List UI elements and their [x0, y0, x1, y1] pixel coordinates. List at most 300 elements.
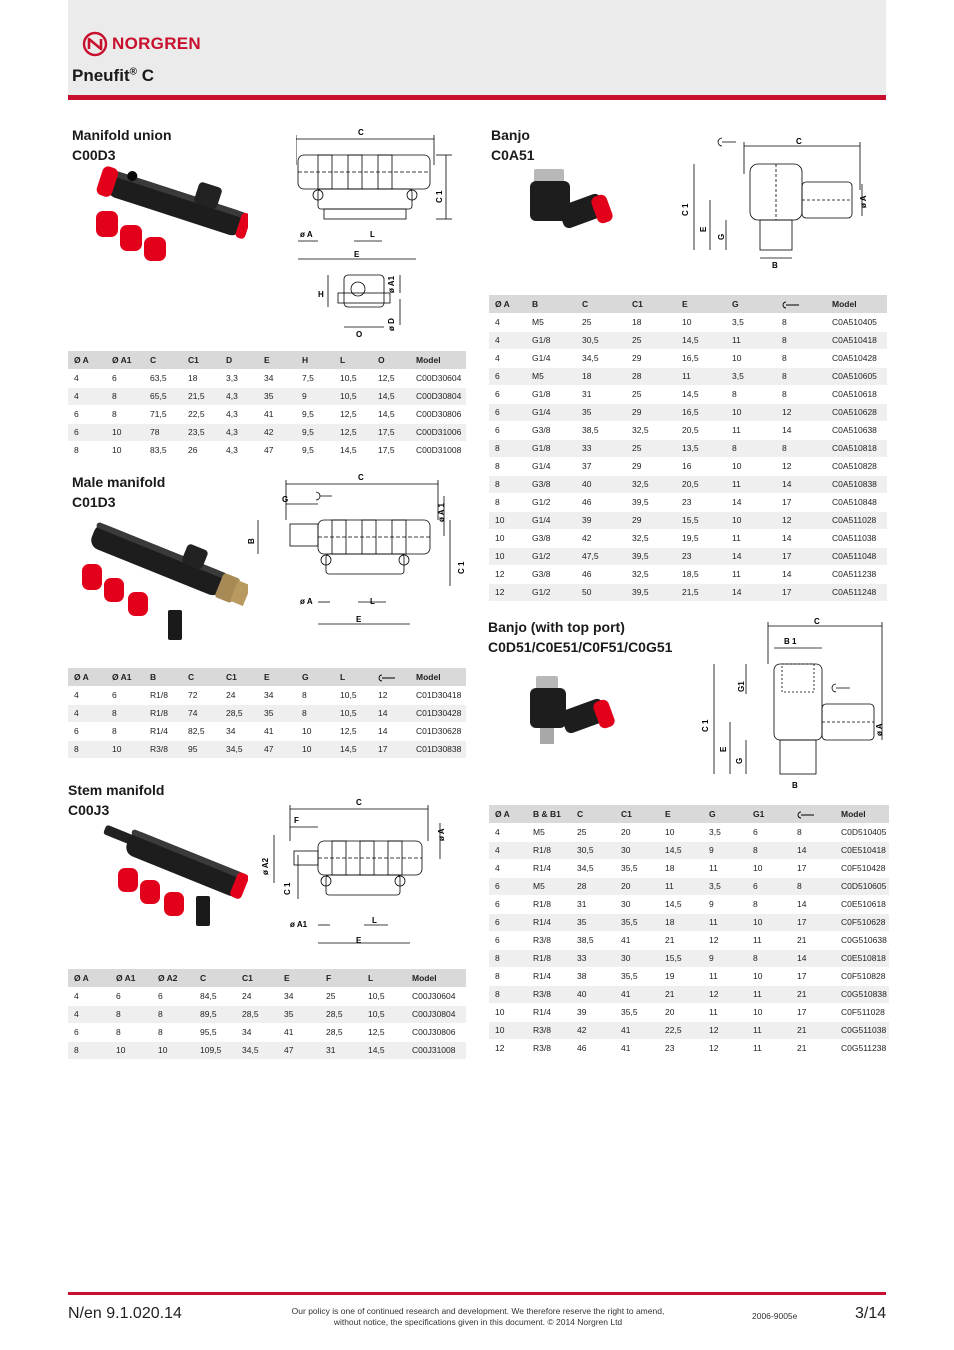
- table-cell: 10: [489, 511, 526, 529]
- table-cell: 8: [776, 385, 826, 403]
- table-cell: 8: [791, 823, 835, 841]
- table-cell: 10: [747, 967, 791, 985]
- table-cell: 15,5: [676, 511, 726, 529]
- table-cell: 20: [659, 1003, 703, 1021]
- table-cell: C0A511248: [826, 583, 887, 601]
- table-cell: 28,5: [236, 1005, 278, 1023]
- table-cell: 34: [236, 1023, 278, 1041]
- table-cell: 84,5: [194, 987, 236, 1005]
- table-cell: 83,5: [144, 441, 182, 459]
- table-cell: C0A510848: [826, 493, 887, 511]
- table-cell: 10: [296, 722, 334, 740]
- table-row: [489, 913, 889, 931]
- section-title-stem-manifold: Stem manifold C00J3: [68, 782, 165, 818]
- table-cell: 21: [659, 985, 703, 1003]
- table-cell: 21: [791, 985, 835, 1003]
- table-cell: 25: [626, 439, 676, 457]
- section-title-banjo-top-port: Banjo (with top port) C0D51/C0E51/C0F51/C0G51: [488, 619, 673, 655]
- table-cell: 35: [258, 387, 296, 405]
- table-cell: 8: [106, 722, 144, 740]
- wrench-size-header: [372, 668, 410, 686]
- table-cell: 8: [68, 1041, 110, 1059]
- table-cell: 89,5: [194, 1005, 236, 1023]
- table-cell: 8: [747, 895, 791, 913]
- table-cell: 8: [489, 967, 527, 985]
- table-cell: 17: [776, 493, 826, 511]
- table-cell: C0F510828: [835, 967, 889, 985]
- table-cell: C00D30806: [410, 405, 466, 423]
- table-row: [489, 403, 887, 421]
- table-row: [489, 331, 887, 349]
- table-cell: 25: [626, 331, 676, 349]
- male-manifold-table-body: [68, 686, 466, 758]
- table-cell: 4: [68, 387, 106, 405]
- table-cell: C0A510618: [826, 385, 887, 403]
- table-cell: 95,5: [194, 1023, 236, 1041]
- table-cell: 35: [278, 1005, 320, 1023]
- svg-text:G: G: [717, 233, 726, 240]
- table-cell: C0G510638: [835, 931, 889, 949]
- table-cell: 4,3: [220, 423, 258, 441]
- table-cell: 12,5: [334, 722, 372, 740]
- banjo-top-port-drawing: [696, 614, 890, 792]
- svg-text:F: F: [294, 816, 299, 825]
- table-cell: 8: [776, 439, 826, 457]
- manifold-union-table-body: [68, 369, 466, 459]
- table-cell: 63,5: [144, 369, 182, 387]
- svg-text:G: G: [282, 495, 289, 504]
- table-cell: 35,5: [615, 967, 659, 985]
- table-cell: 21: [791, 1021, 835, 1039]
- table-cell: 10: [726, 511, 776, 529]
- svg-text:E: E: [699, 226, 708, 232]
- table-cell: 41: [258, 405, 296, 423]
- table-row: [68, 987, 466, 1005]
- table-cell: 11: [747, 931, 791, 949]
- table-cell: G3/8: [526, 565, 576, 583]
- table-cell: 12: [776, 511, 826, 529]
- table-cell: 17,5: [372, 423, 410, 441]
- table-cell: R1/8: [144, 686, 182, 704]
- banjo-drawing: [676, 130, 876, 276]
- table-cell: 11: [659, 877, 703, 895]
- table-cell: C0A510428: [826, 349, 887, 367]
- table-cell: 14: [776, 421, 826, 439]
- svg-text:ø A1: ø A1: [387, 275, 396, 293]
- svg-text:C 1: C 1: [283, 882, 292, 895]
- table-cell: 12: [372, 686, 410, 704]
- table-cell: C01D30838: [410, 740, 466, 758]
- table-cell: 14: [791, 949, 835, 967]
- table-cell: R3/8: [144, 740, 182, 758]
- table-cell: 72: [182, 686, 220, 704]
- table-cell: C00J30604: [406, 987, 466, 1005]
- male-manifold-photo: [76, 520, 248, 644]
- manifold-union-photo: [88, 165, 248, 265]
- banjo-photo: [524, 165, 624, 249]
- svg-text:B 1: B 1: [784, 637, 797, 646]
- banjo-table-body: [489, 313, 887, 601]
- table-cell: R1/4: [527, 1003, 571, 1021]
- table-cell: 25: [626, 385, 676, 403]
- table-cell: 35,5: [615, 1003, 659, 1021]
- table-cell: 8: [776, 349, 826, 367]
- table-row: [489, 457, 887, 475]
- table-cell: 10,5: [362, 987, 406, 1005]
- table-row: [489, 967, 889, 985]
- table-cell: 41: [258, 722, 296, 740]
- table-cell: 12,5: [372, 369, 410, 387]
- table-row: [489, 547, 887, 565]
- table-cell: 12: [489, 565, 526, 583]
- table-row: [489, 1021, 889, 1039]
- table-cell: 41: [615, 1039, 659, 1057]
- table-row: [68, 740, 466, 758]
- table-cell: 42: [576, 529, 626, 547]
- table-cell: 30: [615, 841, 659, 859]
- table-cell: 32,5: [626, 529, 676, 547]
- table-cell: R3/8: [527, 1021, 571, 1039]
- table-cell: 8: [152, 1023, 194, 1041]
- table-cell: 14,5: [334, 441, 372, 459]
- table-cell: 16,5: [676, 403, 726, 421]
- table-cell: 8: [747, 949, 791, 967]
- svg-text:C: C: [358, 128, 364, 137]
- table-cell: 8: [726, 439, 776, 457]
- table-cell: G1/8: [526, 331, 576, 349]
- svg-text:B: B: [772, 261, 778, 270]
- table-cell: C00D31006: [410, 423, 466, 441]
- table-cell: 12: [489, 1039, 527, 1057]
- table-cell: G1/2: [526, 583, 576, 601]
- table-cell: 10: [489, 1003, 527, 1021]
- wrench-icon: [718, 138, 736, 146]
- table-cell: 32,5: [626, 475, 676, 493]
- table-cell: 3,5: [703, 877, 747, 895]
- table-cell: 8: [68, 441, 106, 459]
- table-cell: 18,5: [676, 565, 726, 583]
- table-cell: R1/4: [527, 913, 571, 931]
- table-cell: 6: [68, 405, 106, 423]
- table-cell: 6: [489, 895, 527, 913]
- table-cell: 28,5: [320, 1005, 362, 1023]
- footer-doc-number: 2006-9005e: [752, 1311, 798, 1321]
- table-cell: 8: [106, 387, 144, 405]
- table-cell: 14: [372, 704, 410, 722]
- table-cell: 30: [615, 949, 659, 967]
- table-cell: 4: [68, 369, 106, 387]
- table-cell: 10: [106, 740, 144, 758]
- svg-text:ø A2: ø A2: [261, 857, 270, 875]
- table-cell: C0A510828: [826, 457, 887, 475]
- table-cell: 8: [106, 405, 144, 423]
- table-row: [489, 583, 887, 601]
- table-cell: 8: [296, 704, 334, 722]
- table-row: [489, 949, 889, 967]
- table-cell: 34: [278, 987, 320, 1005]
- table-cell: 34: [258, 686, 296, 704]
- table-cell: 109,5: [194, 1041, 236, 1059]
- table-cell: 42: [258, 423, 296, 441]
- table-cell: 10: [489, 1021, 527, 1039]
- table-cell: 4,3: [220, 441, 258, 459]
- table-cell: 11: [747, 1021, 791, 1039]
- table-cell: 39,5: [626, 493, 676, 511]
- table-cell: 10: [726, 403, 776, 421]
- table-cell: 14: [776, 565, 826, 583]
- table-cell: 4: [68, 704, 106, 722]
- banjo-top-port-table: [489, 805, 889, 1058]
- table-cell: 9,5: [296, 423, 334, 441]
- table-cell: 29: [626, 349, 676, 367]
- table-cell: 17: [791, 913, 835, 931]
- footer-accent-rule: [68, 1292, 886, 1295]
- table-cell: 11: [747, 985, 791, 1003]
- table-cell: 14,5: [372, 405, 410, 423]
- table-row: [489, 511, 887, 529]
- table-cell: G1/4: [526, 511, 576, 529]
- table-cell: 32,5: [626, 421, 676, 439]
- table-cell: 10,5: [334, 704, 372, 722]
- table-cell: 34,5: [571, 859, 615, 877]
- table-cell: 10,5: [334, 369, 372, 387]
- table-cell: 6: [68, 1023, 110, 1041]
- table-cell: 12: [703, 985, 747, 1003]
- table-cell: 12: [703, 1039, 747, 1057]
- svg-text:C: C: [358, 473, 364, 482]
- svg-text:ø D: ø D: [387, 318, 396, 331]
- table-row: [489, 349, 887, 367]
- table-cell: R1/4: [144, 722, 182, 740]
- table-cell: 12: [703, 931, 747, 949]
- table-cell: 9: [296, 387, 334, 405]
- table-cell: 14: [372, 722, 410, 740]
- table-cell: 11: [676, 367, 726, 385]
- manifold-union-table: [68, 351, 466, 460]
- wrench-icon: [832, 684, 850, 692]
- table-cell: 6: [106, 369, 144, 387]
- table-cell: 14: [791, 841, 835, 859]
- table-cell: 23,5: [182, 423, 220, 441]
- table-cell: 28,5: [220, 704, 258, 722]
- table-cell: 11: [726, 421, 776, 439]
- table-cell: 6: [110, 987, 152, 1005]
- table-cell: 29: [626, 403, 676, 421]
- table-row: [68, 1005, 466, 1023]
- table-cell: 6: [489, 877, 527, 895]
- table-cell: 35: [571, 913, 615, 931]
- table-cell: 23: [676, 493, 726, 511]
- svg-text:E: E: [354, 250, 360, 259]
- table-cell: M5: [526, 313, 576, 331]
- table-row: [68, 441, 466, 459]
- table-cell: 25: [576, 313, 626, 331]
- table-cell: C0D510605: [835, 877, 889, 895]
- stem-manifold-photo: [92, 820, 248, 932]
- wrench-size-header: [791, 805, 835, 823]
- table-cell: 32,5: [626, 565, 676, 583]
- table-row: [489, 439, 887, 457]
- table-cell: 9,5: [296, 405, 334, 423]
- table-cell: C0G511238: [835, 1039, 889, 1057]
- svg-text:E: E: [719, 746, 728, 752]
- table-cell: 11: [726, 565, 776, 583]
- table-cell: 34,5: [236, 1041, 278, 1059]
- table-cell: 10: [676, 313, 726, 331]
- table-cell: 17: [791, 859, 835, 877]
- stem-manifold-table-body: [68, 987, 466, 1059]
- table-cell: 18: [576, 367, 626, 385]
- table-row: [68, 405, 466, 423]
- table-cell: 10: [106, 441, 144, 459]
- table-row: [489, 565, 887, 583]
- table-cell: 31: [571, 895, 615, 913]
- table-cell: 10,5: [362, 1005, 406, 1023]
- table-header-row: Ø A Ø A1 B C C1 E G L Model: [68, 668, 466, 686]
- table-cell: 18: [182, 369, 220, 387]
- svg-text:B: B: [792, 781, 798, 790]
- table-cell: 3,3: [220, 369, 258, 387]
- table-row: [68, 722, 466, 740]
- table-cell: 22,5: [659, 1021, 703, 1039]
- table-row: [68, 423, 466, 441]
- table-cell: 35: [258, 704, 296, 722]
- table-cell: 24: [236, 987, 278, 1005]
- banjo-table: [489, 295, 887, 602]
- table-cell: 14,5: [659, 895, 703, 913]
- table-row: [68, 1041, 466, 1059]
- table-cell: R3/8: [527, 1039, 571, 1057]
- brand-name: NORGREN: [112, 34, 201, 53]
- manifold-union-drawing: [296, 125, 456, 343]
- table-cell: 46: [576, 565, 626, 583]
- table-cell: 34,5: [576, 349, 626, 367]
- table-cell: 28,5: [320, 1023, 362, 1041]
- table-cell: R3/8: [527, 985, 571, 1003]
- stem-manifold-drawing: [254, 795, 454, 951]
- table-cell: G1/8: [526, 385, 576, 403]
- table-cell: 39,5: [626, 547, 676, 565]
- table-cell: 95: [182, 740, 220, 758]
- table-cell: 14,5: [372, 387, 410, 405]
- table-cell: 4,3: [220, 387, 258, 405]
- table-cell: 15,5: [659, 949, 703, 967]
- table-cell: 6: [489, 403, 526, 421]
- section-title-manifold-union: Manifold union C00D3: [72, 127, 172, 163]
- table-cell: 8: [747, 841, 791, 859]
- table-cell: G1/8: [526, 439, 576, 457]
- table-cell: 4: [489, 823, 527, 841]
- table-cell: 11: [747, 1039, 791, 1057]
- table-cell: 21,5: [182, 387, 220, 405]
- table-cell: 21: [659, 931, 703, 949]
- svg-text:C: C: [814, 617, 820, 626]
- table-header-row: Ø A Ø A1 C C1 D E H L O Model: [68, 351, 466, 369]
- header-accent-rule: [68, 95, 886, 100]
- table-cell: 35: [576, 403, 626, 421]
- table-cell: 12: [776, 403, 826, 421]
- table-cell: C0A511238: [826, 565, 887, 583]
- table-cell: 4: [68, 987, 110, 1005]
- table-cell: 46: [576, 493, 626, 511]
- table-cell: 4: [489, 331, 526, 349]
- table-cell: R1/4: [527, 859, 571, 877]
- table-cell: C0E510418: [835, 841, 889, 859]
- table-cell: 12: [776, 457, 826, 475]
- table-cell: 14,5: [334, 740, 372, 758]
- table-cell: 38,5: [576, 421, 626, 439]
- table-cell: 18: [659, 859, 703, 877]
- table-cell: 14: [726, 547, 776, 565]
- table-cell: M5: [527, 823, 571, 841]
- svg-text:C: C: [796, 137, 802, 146]
- table-cell: 31: [576, 385, 626, 403]
- svg-text:B: B: [247, 538, 256, 544]
- table-cell: 10: [659, 823, 703, 841]
- table-cell: 31: [320, 1041, 362, 1059]
- table-cell: R1/8: [527, 895, 571, 913]
- table-cell: 42: [571, 1021, 615, 1039]
- banjo-top-port-table-body: [489, 823, 889, 1057]
- svg-text:L: L: [370, 230, 375, 239]
- table-cell: 8: [776, 367, 826, 385]
- table-cell: 82,5: [182, 722, 220, 740]
- wrench-icon: [782, 301, 800, 309]
- svg-text:C 1: C 1: [435, 190, 444, 203]
- table-cell: C0A510838: [826, 475, 887, 493]
- table-cell: 4: [489, 841, 527, 859]
- table-cell: 11: [703, 1003, 747, 1021]
- table-cell: C00D30804: [410, 387, 466, 405]
- table-cell: C0A510638: [826, 421, 887, 439]
- svg-text:C 1: C 1: [457, 561, 466, 574]
- male-manifold-table: [68, 668, 466, 759]
- table-cell: 6: [747, 877, 791, 895]
- table-cell: 39: [576, 511, 626, 529]
- table-cell: G1/4: [526, 349, 576, 367]
- table-cell: 38: [571, 967, 615, 985]
- table-cell: C0A511038: [826, 529, 887, 547]
- table-cell: C01D30428: [410, 704, 466, 722]
- table-cell: 9,5: [296, 441, 334, 459]
- table-row: [489, 475, 887, 493]
- table-cell: 41: [615, 985, 659, 1003]
- table-cell: 17: [776, 547, 826, 565]
- table-cell: G1/2: [526, 547, 576, 565]
- table-cell: 6: [489, 367, 526, 385]
- table-cell: 41: [615, 931, 659, 949]
- svg-text:O: O: [356, 330, 363, 339]
- table-row: [489, 1039, 889, 1057]
- table-cell: 7,5: [296, 369, 334, 387]
- table-cell: 18: [659, 913, 703, 931]
- table-cell: 14: [726, 583, 776, 601]
- table-cell: C0D510405: [835, 823, 889, 841]
- table-cell: G3/8: [526, 529, 576, 547]
- table-cell: 11: [703, 967, 747, 985]
- svg-text:L: L: [372, 916, 377, 925]
- table-cell: 11: [703, 913, 747, 931]
- table-cell: 17,5: [372, 441, 410, 459]
- table-cell: G1/4: [526, 457, 576, 475]
- table-cell: G3/8: [526, 421, 576, 439]
- svg-text:C 1: C 1: [701, 719, 710, 732]
- table-row: [489, 1003, 889, 1021]
- table-cell: 14: [791, 895, 835, 913]
- table-cell: 6: [489, 421, 526, 439]
- svg-text:ø A1: ø A1: [290, 920, 308, 929]
- male-manifold-drawing: [244, 470, 470, 630]
